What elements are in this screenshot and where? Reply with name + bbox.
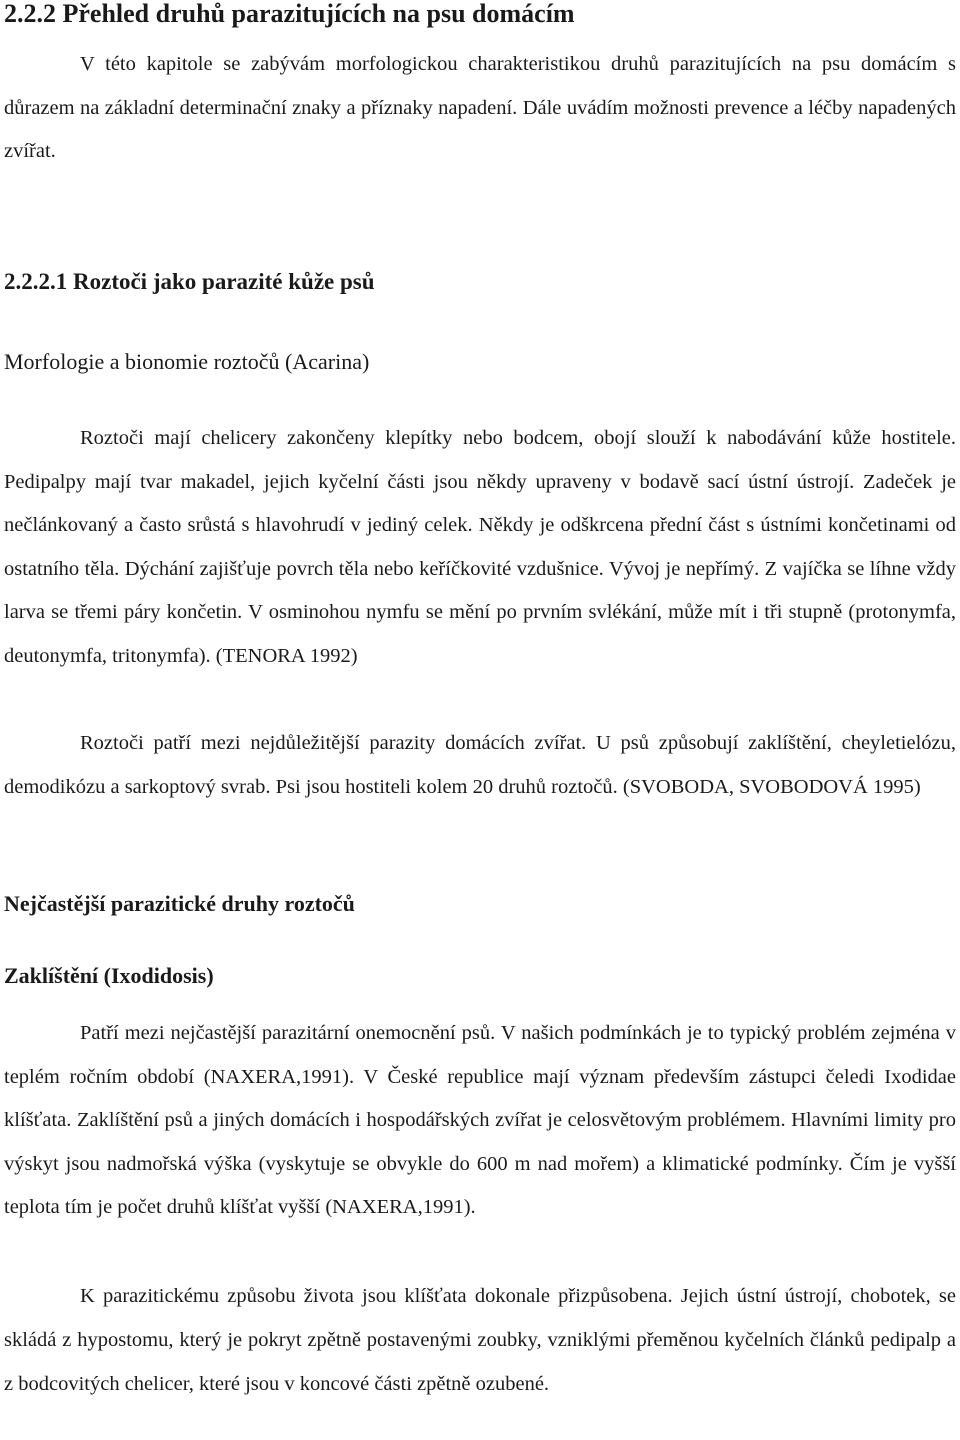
section-heading: 2.2.2 Přehled druhů parazitujících na psu domácím	[4, 0, 575, 28]
importance-paragraph: Roztoči patří mezi nejdůležitější parazity domácích zvířat. U psů způsobují zaklíštění, cheyletielózu, demodikózu a sarkoptový svrab. Psi jsou hostiteli kolem 20 druhů roztočů. (SVOBODA, SVOBODOVÁ 1995)	[4, 732, 956, 798]
morphology-heading: Morfologie a bionomie roztočů (Acarina)	[4, 349, 370, 374]
ixodidosis-paragraph: Patří mezi nejčastější parazitární onemocnění psů. V našich podmínkách je to typický problém zejména v teplém ročním období (NAXERA,1991). V České republice mají význam především zástupci čeledi Ixodidae klíšťata. Zaklíštění psů a jiných domácích i hospodářských zvířat je celosvětovým problémem. Hlavními limity pro výskyt jsou nadmořská výška (vyskytuje se obvykle do 600 m nad mořem) a klimatické podmínky. Čím je vyšší teplota tím je počet druhů klíšťat vyšší (NAXERA,1991).	[4, 1022, 956, 1218]
ixodidosis-paragraph-2: K parazitickému způsobu života jsou klíšťata dokonale přizpůsobena. Jejich ústní ústrojí, chobotek, se skládá z hypostomu, který je pokryt zpětně postavenými zoubky, vzniklými přeměnou kyčelních článků pedipalp a z bodcovitých chelicer, které jsou v koncové části zpětně ozubené.	[4, 1285, 956, 1395]
ixodidosis-heading: Zaklíštění (Ixodidosis)	[4, 963, 214, 988]
morphology-paragraph: Roztoči mají chelicery zakončeny klepítky nebo bodcem, obojí slouží k nabodávání kůže hostitele. Pedipalpy mají tvar makadel, jejich kyčelní části jsou někdy upraveny v bodavě sací ústní ústrojí. Zadeček je nečlánkovaný a často srůstá s hlavohrudí v jediný celek. Někdy je odškrcena přední část s ústními končetinami od ostatního těla. Dýchání zajišťuje povrch těla nebo keříčkovité vzdušnice. Vývoj je nepřímý. Z vajíčka se líhne vždy larva se třemi páry končetin. V osminohou nymfu se mění po prvním svlékání, může mít i tři stupně (protonymfa, deutonymfa, tritonymfa). (TENORA 1992)	[4, 427, 956, 667]
intro-paragraph: V této kapitole se zabývám morfologickou charakteristikou druhů parazitujících na psu domácím s důrazem na základní determinační znaky a příznaky napadení. Dále uvádím možnosti prevence a léčby napadených zvířat.	[4, 53, 956, 162]
subsection-heading: 2.2.2.1 Roztoči jako parazité kůže psů	[4, 269, 375, 294]
common-species-heading: Nejčastější parazitické druhy roztočů	[4, 891, 355, 916]
